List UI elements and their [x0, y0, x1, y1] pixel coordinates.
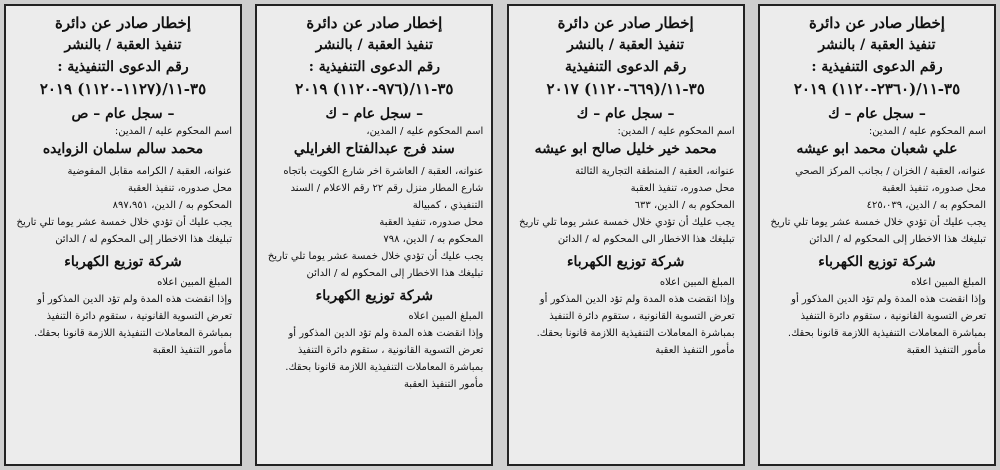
legal-warning: وإذا انقضت هذه المدة ولم تؤد الدين المذكور أو تعرض التسوية القانونية ، ستقوم دائرة التنفيذ بمباشرة المعاملات التنفيذية اللازمة قانونا بحقك.: [536, 294, 735, 339]
creditor-company: شركة توزيع الكهرباء: [566, 254, 685, 270]
defendant-name: علي شعبان محمد ابو عيشه: [796, 141, 958, 157]
enforcement-officer: مأمور التنفيذ العقبة: [655, 345, 735, 356]
case-number-label: رقم الدعوى التنفيذية :: [57, 59, 189, 75]
notice-title: إخطار صادر عن دائرة: [808, 14, 945, 32]
amount-announced: المبلغ المبين اعلاه: [157, 277, 232, 288]
legal-warning: وإذا انقضت هذه المدة ولم تؤد الدين المذكور أو تعرض التسوية القانونية ، ستقوم دائرة التنفيذ بمباشرة المعاملات التنفيذية اللازمة قانونا بحقك.: [285, 328, 484, 373]
notice-subtitle: تنفيذ العقبة / بالنشر: [315, 37, 433, 53]
issuing-place: محل صدوره، تنفيذ العقبة: [630, 183, 735, 194]
amount-announced: المبلغ المبين اعلاه: [408, 311, 484, 322]
notice-subtitle: تنفيذ العقبة / بالنشر: [64, 37, 182, 53]
defendant-name: محمد خير خليل صالح ابو عيشه: [534, 141, 717, 157]
defendant-label: اسم المحكوم عليه / المدين:: [114, 126, 232, 137]
case-number: ٣٥-١١/(٢٣٦٠-١١٢٠) ٢٠١٩: [793, 80, 961, 98]
issuing-place: محل صدوره، تنفيذ العقبة: [881, 183, 986, 194]
amount-announced: المبلغ المبين اعلاه: [911, 277, 986, 288]
notice-card: [4, 4, 242, 466]
notice-subtitle: تنفيذ العقبة / بالنشر: [818, 37, 936, 53]
enforcement-officer: مأمور التنفيذ العقبة: [152, 345, 232, 356]
notice-subtitle: تنفيذ العقبة / بالنشر: [567, 37, 685, 53]
issuing-place: محل صدوره، تنفيذ العقبة: [128, 183, 232, 194]
notice-title: إخطار صادر عن دائرة: [557, 14, 694, 32]
notice-card: [255, 4, 493, 466]
register-type: – سجل عام – ك: [576, 106, 675, 122]
defendant-name: سند فرج عبدالفتاح الغرايلي: [293, 141, 455, 157]
notice-title: إخطار صادر عن دائرة: [55, 14, 191, 32]
notice-card: [507, 4, 745, 466]
defendant-address: عنوانه، العقبة / العاشرة اخر شارع الكويت باتجاه شارع المطار منزل رقم ٢٢ رقم الاعلام / السند التنفيذي ، كمبيالة: [283, 166, 484, 211]
debt-amount: المحكوم به / الدين، ٦٣٣: [634, 200, 735, 211]
debt-amount: المحكوم به / الدين، ٧٩٨: [383, 234, 484, 245]
register-type: – سجل عام – ك: [828, 106, 926, 122]
creditor-company: شركة توزيع الكهرباء: [315, 288, 434, 304]
case-number: ٣٥-١١/(١١٢٧-١١٢٠) ٢٠١٩: [39, 80, 207, 98]
debt-amount: المحكوم به / الدين، ٤٢٥،٠٣٩: [866, 200, 986, 211]
defendant-address: عنوانه، العقبة / المنطقة التجارية الثالثة: [575, 166, 735, 177]
creditor-company: شركة توزيع الكهرباء: [64, 254, 182, 270]
payment-demand: يجب عليك أن تؤدي خلال خمسة عشر يوما تلي تاريخ تبليغك هذا الاخطار إلى المحكوم له / الدائن: [267, 251, 484, 279]
creditor-company: شركة توزيع الكهرباء: [818, 254, 936, 270]
register-type: – سجل عام – ص: [71, 106, 175, 122]
notice-title: إخطار صادر عن دائرة: [306, 14, 443, 32]
defendant-address: عنوانه، العقبة / الكرامه مقابل المفوضية: [67, 166, 232, 177]
case-number-label: رقم الدعوى التنفيذية: [565, 59, 687, 75]
issuing-place: محل صدوره، تنفيذ العقبة: [379, 217, 484, 228]
case-number: ٣٥-١١/(٦٦٩-١١٢٠) ٢٠١٧: [546, 80, 705, 98]
case-number-label: رقم الدعوى التنفيذية :: [811, 59, 943, 75]
defendant-name: محمد سالم سلمان الزوايده: [42, 141, 204, 157]
debt-amount: المحكوم به / الدين، ٨٩٧،٩٥١: [112, 200, 232, 211]
defendant-label: اسم المحكوم عليه / المدين،: [366, 126, 484, 137]
case-number: ٣٥-١١/(٩٧٦-١١٢٠) ٢٠١٩: [295, 80, 454, 98]
notice-card: [758, 4, 996, 466]
payment-demand: يجب عليك أن تؤدي خلال خمسة عشر يوما تلي تاريخ تبليغك هذا الاخطار إلى المحكوم له / الدائن: [16, 217, 232, 245]
register-type: – سجل عام – ك: [325, 106, 424, 122]
case-number-label: رقم الدعوى التنفيذية :: [308, 59, 440, 75]
defendant-label: اسم المحكوم عليه / المدين:: [617, 126, 735, 137]
enforcement-officer: مأمور التنفيذ العقبة: [906, 345, 986, 356]
payment-demand: يجب عليك أن تؤدي خلال خمسة عشر يوما تلي تاريخ تبليغك هذا الاخطار إلى المحكوم له / الدائن: [770, 217, 986, 245]
amount-announced: المبلغ المبين اعلاه: [659, 277, 735, 288]
legal-warning: وإذا انقضت هذه المدة ولم تؤد الدين المذكور أو تعرض التسوية القانونية ، ستقوم دائرة التنفيذ بمباشرة المعاملات التنفيذية اللازمة قانونا بحقك.: [787, 294, 986, 339]
enforcement-officer: مأمور التنفيذ العقبة: [403, 379, 484, 390]
payment-demand: يجب عليك أن تؤدي خلال خمسة عشر يوما تلي تاريخ تبليغك هذا الاخطار الى المحكوم له / الدائن: [519, 217, 735, 245]
legal-warning: وإذا انقضت هذه المدة ولم تؤد الدين المذكور أو تعرض التسوية القانونية ، ستقوم دائرة التنفيذ بمباشرة المعاملات التنفيذية اللازمة قانونا بحقك.: [33, 294, 232, 339]
defendant-label: اسم المحكوم عليه / المدين:: [868, 126, 986, 137]
defendant-address: عنوانه، العقبة / الخزان / بجانب المركز الصحي: [795, 166, 986, 177]
